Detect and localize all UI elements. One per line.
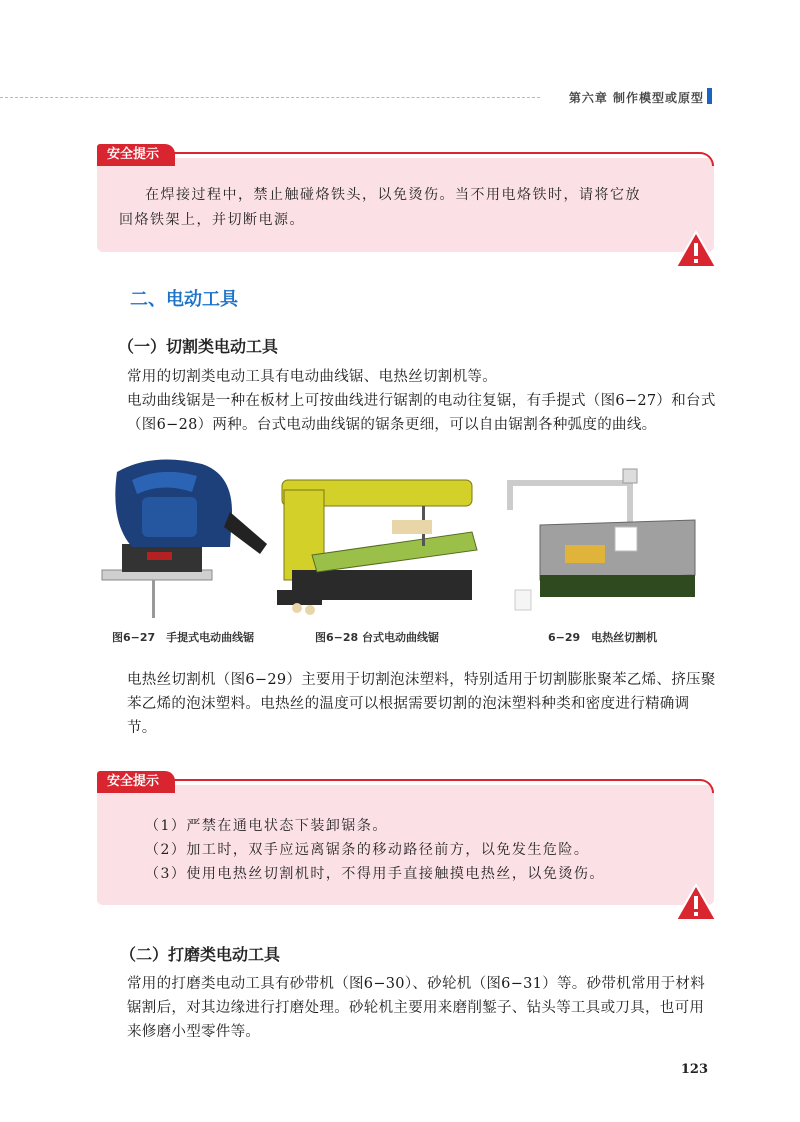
safety-tag: 安全提示: [97, 144, 175, 166]
safety-item-2: （2）加工时，双手应远离锯条的移动路径前方，以免发生危险。: [145, 842, 590, 858]
safety-border: [157, 779, 714, 793]
scroll-saw-table-image: [272, 460, 482, 620]
warning-icon: [674, 230, 718, 270]
header-divider: [0, 97, 540, 98]
section-title: 二、电动工具: [130, 289, 238, 310]
figure-caption-6-27: 图6−27 手提式电动曲线锯: [112, 631, 255, 644]
safety-tag: 安全提示: [97, 771, 175, 793]
page-number: 123: [680, 1062, 708, 1077]
chapter-title: 第六章 制作模型或原型: [568, 91, 704, 105]
paragraph-1: 常用的切割类电动工具有电动曲线锯、电热丝切割机等。: [127, 369, 497, 385]
safety-item-3: （3）使用电热丝切割机时，不得用手直接触摸电热丝，以免烫伤。: [145, 866, 605, 882]
safety-text-line-1: 在焊接过程中，禁止触碰烙铁头，以免烫伤。当不用电烙铁时，请将它放: [145, 187, 641, 203]
safety-notice-2: [97, 774, 714, 905]
safety-item-1: （1）严禁在通电状态下装卸锯条。: [145, 818, 388, 834]
safety-border: [157, 152, 714, 166]
paragraph-2: 电动曲线锯是一种在板材上可按曲线进行锯割的电动往复锯，有手提式（图6−27）和台式（图6−28）两种。台式电动曲线锯的锯条更细，可以自由锯割各种弧度的曲线。: [127, 393, 716, 433]
safety-notice-1: [97, 147, 714, 252]
hot-wire-cutter-image: [495, 465, 710, 620]
figure-caption-6-28: 图6−28 台式电动曲线锯: [315, 631, 440, 644]
subsection-title-2: （二）打磨类电动工具: [120, 945, 281, 964]
chapter-marker: [707, 88, 712, 104]
subsection-title-1: （一）切割类电动工具: [118, 337, 279, 356]
safety-text-line-2: 回烙铁架上，并切断电源。: [119, 212, 305, 228]
paragraph-3: 电热丝切割机（图6−29）主要用于切割泡沫塑料，特别适用于切割膨胀聚苯乙烯、挤压聚苯乙烯的泡沫塑料。电热丝的温度可以根据需要切割的泡沫塑料种类和密度进行精确调节。: [127, 672, 716, 736]
figure-caption-6-29: 6−29 电热丝切割机: [548, 631, 658, 644]
warning-icon: [674, 883, 718, 923]
paragraph-4: 常用的打磨类电动工具有砂带机（图6−30）、砂轮机（图6−31）等。砂带机常用于材料锯割后，对其边缘进行打磨处理。砂轮机主要用来磨削錾子、钻头等工具或刀具，也可用来修磨小型零件等。: [127, 976, 705, 1040]
jigsaw-handheld-image: [92, 452, 272, 622]
